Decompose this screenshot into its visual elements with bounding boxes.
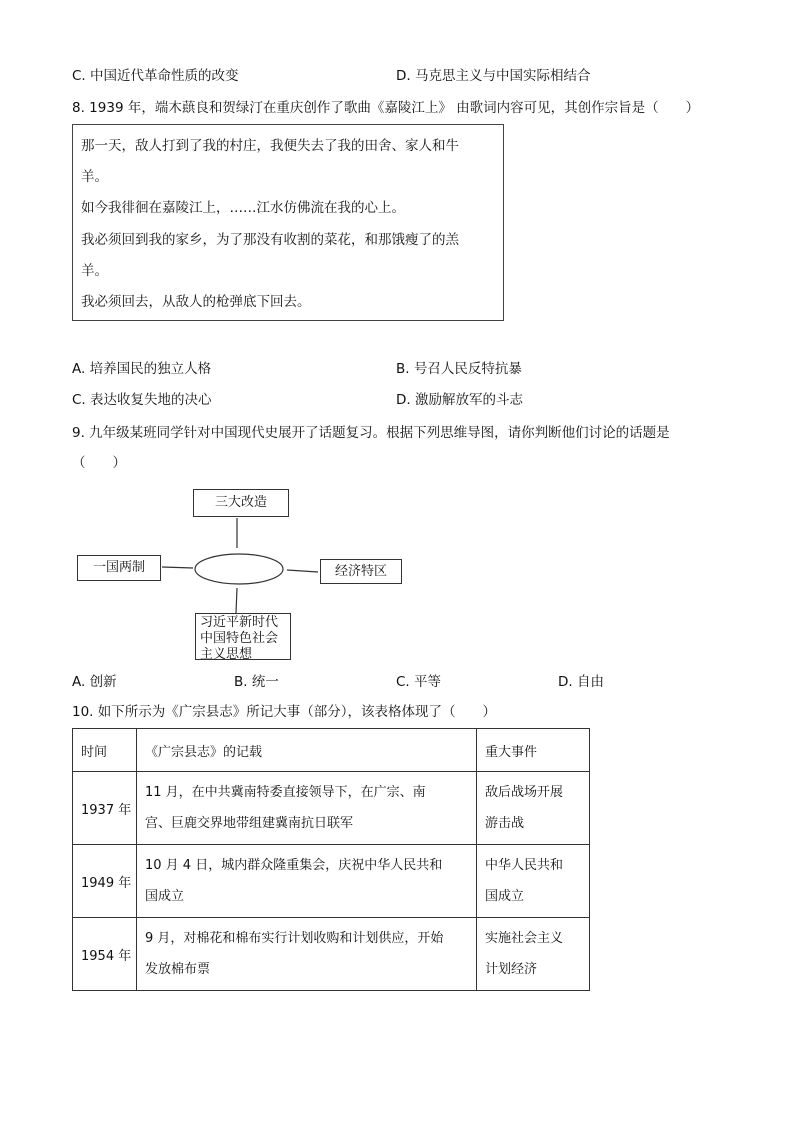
lyric-line: 我必须回去，从敌人的枪弹底下回去。 bbox=[81, 294, 311, 310]
table-cell-year: 1949 年 bbox=[73, 845, 137, 918]
table-row bbox=[73, 918, 590, 991]
connector-left bbox=[162, 567, 193, 568]
record-line: 9 月，对棉花和棉布实行计划收购和计划供应，开始 bbox=[145, 931, 444, 946]
table-cell-year: 1954 年 bbox=[73, 918, 137, 991]
record-line: 宫、巨鹿交界地带组建冀南抗日联军 bbox=[145, 816, 354, 831]
table-header-cell: 重大事件 bbox=[477, 729, 590, 772]
q8-stem: 8. 1939 年，端木蕻良和贺绿汀在重庆创作了歌曲《嘉陵江上》 由歌词内容可见，其创作宗旨是（ ） bbox=[72, 100, 700, 116]
table-header-cell: 《广宗县志》的记载 bbox=[137, 729, 477, 772]
q8-option-b: B. 号召人民反特抗暴 bbox=[396, 361, 522, 377]
q9-option-d: D. 自由 bbox=[558, 674, 604, 690]
table-cell-record bbox=[137, 772, 477, 845]
record-line: 11 月，在中共冀南特委直接领导下，在广宗、南 bbox=[145, 785, 426, 800]
center-topic-ellipse bbox=[195, 554, 283, 584]
event-line: 中华人民共和 bbox=[485, 858, 564, 873]
q10-stem: 10. 如下所示为《广宗县志》所记大事（部分），该表格体现了（ ） bbox=[72, 704, 497, 720]
q9-option-a: A. 创新 bbox=[72, 674, 117, 690]
mindmap-node-left bbox=[77, 555, 161, 581]
connector-bottom bbox=[236, 588, 237, 613]
table-cell-event bbox=[477, 845, 590, 918]
q8-option-c: C. 表达收复失地的决心 bbox=[72, 392, 212, 408]
mindmap-node-bottom bbox=[195, 613, 291, 660]
event-line: 计划经济 bbox=[485, 962, 538, 977]
mindmap-node-label: 习近平新时代 bbox=[200, 615, 279, 630]
q9-stem-line2: （ ） bbox=[72, 455, 126, 471]
lyric-line: 羊。 bbox=[81, 169, 108, 185]
event-line: 实施社会主义 bbox=[485, 931, 564, 946]
mindmap-node-label: 主义思想 bbox=[200, 647, 253, 662]
lyric-line: 那一天，敌人打到了我的村庄，我便失去了我的田舍、家人和牛 bbox=[81, 138, 459, 154]
q9-stem-line1: 9. 九年级某班同学针对中国现代史展开了话题复习。根据下列思维导图，请你判断他们讨论的话题是 bbox=[72, 425, 670, 441]
table-cell-event bbox=[477, 918, 590, 991]
event-line: 敌后战场开展 bbox=[485, 785, 564, 800]
table-header-cell: 时间 bbox=[73, 729, 137, 772]
mindmap-node-top bbox=[193, 489, 289, 517]
record-line: 发放棉布票 bbox=[145, 962, 211, 977]
q7-option-c: C. 中国近代革命性质的改变 bbox=[72, 68, 239, 84]
table-cell-event bbox=[477, 772, 590, 845]
q7-option-d: D. 马克思主义与中国实际相结合 bbox=[396, 68, 591, 84]
mindmap-node-label: 经济特区 bbox=[334, 564, 387, 579]
table-row bbox=[73, 772, 590, 845]
county-annals-table bbox=[72, 728, 590, 991]
table-cell-record bbox=[137, 918, 477, 991]
event-line: 国成立 bbox=[485, 889, 525, 904]
lyric-line: 如今我徘徊在嘉陵江上，……江水仿佛流在我的心上。 bbox=[81, 200, 405, 216]
q9-option-c: C. 平等 bbox=[396, 674, 442, 690]
mindmap-node-label: 中国特色社会 bbox=[200, 631, 279, 646]
record-line: 国成立 bbox=[145, 889, 185, 904]
mindmap-node-right bbox=[320, 559, 402, 584]
q8-option-d: D. 激励解放军的斗志 bbox=[396, 392, 523, 408]
mindmap-node-label: 一国两制 bbox=[92, 560, 145, 575]
mindmap-node-label: 三大改造 bbox=[214, 495, 267, 510]
q9-option-b: B. 统一 bbox=[234, 674, 279, 690]
q8-option-a: A. 培养国民的独立人格 bbox=[72, 361, 212, 377]
lyric-line: 我必须回到我的家乡，为了那没有收割的菜花，和那饿瘦了的羔 bbox=[81, 232, 459, 248]
table-cell-year: 1937 年 bbox=[73, 772, 137, 845]
table-header-row bbox=[73, 729, 590, 772]
table-row bbox=[73, 845, 590, 918]
connector-right bbox=[287, 570, 318, 572]
record-line: 10 月 4 日，城内群众隆重集会，庆祝中华人民共和 bbox=[145, 858, 443, 873]
event-line: 游击战 bbox=[485, 816, 525, 831]
table-cell-record bbox=[137, 845, 477, 918]
lyric-line: 羊。 bbox=[81, 263, 108, 279]
